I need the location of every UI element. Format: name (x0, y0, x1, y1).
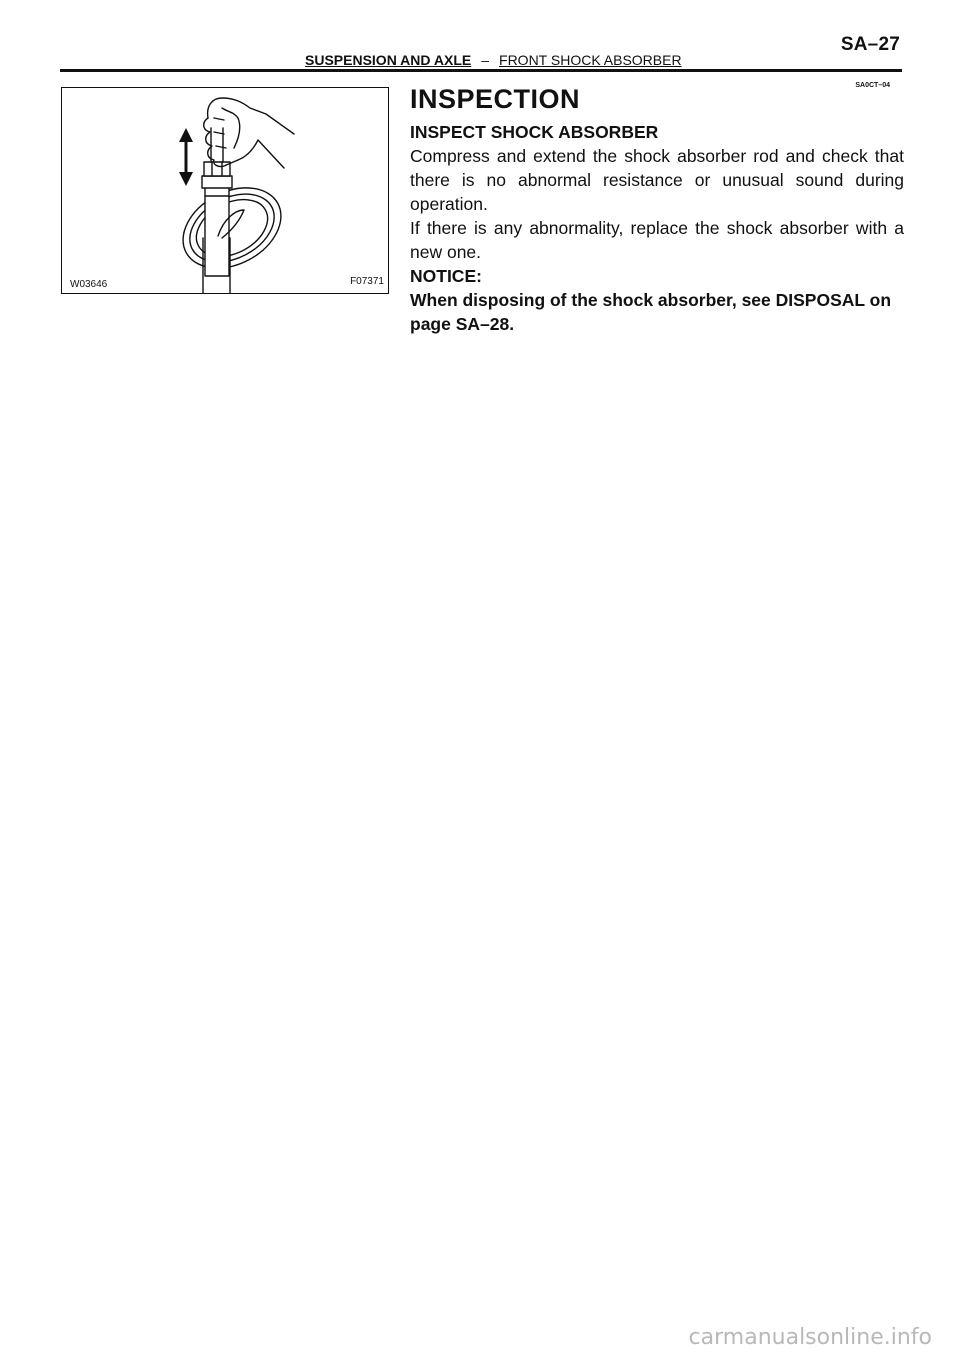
shock-absorber-figure (61, 87, 389, 294)
section-title: SUSPENSION AND AXLE (305, 52, 472, 68)
notice-label: NOTICE: (410, 266, 482, 286)
page-number: SA–27 (840, 34, 900, 55)
header-separator: – (481, 52, 490, 68)
header-rule (60, 69, 902, 72)
procedure-heading: INSPECT SHOCK ABSORBER (410, 122, 659, 142)
notice-text: When disposing of the shock absorber, see DISPOSAL on page SA–28. (410, 290, 892, 334)
replacement-paragraph: If there is any abnormality, replace the shock absorber with a new one. (410, 218, 904, 262)
figure-code-left: W03646 (70, 279, 108, 290)
watermark: carmanualsonline.info (688, 1325, 932, 1350)
shock-absorber-illustration-icon (62, 88, 388, 293)
page-title: INSPECTION (410, 84, 581, 114)
inspection-paragraph: Compress and extend the shock absorber rod and check that there is no abnormal resistance or unusual sound during operation. (410, 146, 904, 214)
subsection-title: FRONT SHOCK ABSORBER (499, 52, 682, 68)
doc-code: SA0CT–04 (855, 82, 890, 89)
figure-code-right: F07371 (350, 276, 384, 287)
running-header (305, 52, 682, 68)
main-content (410, 84, 904, 336)
